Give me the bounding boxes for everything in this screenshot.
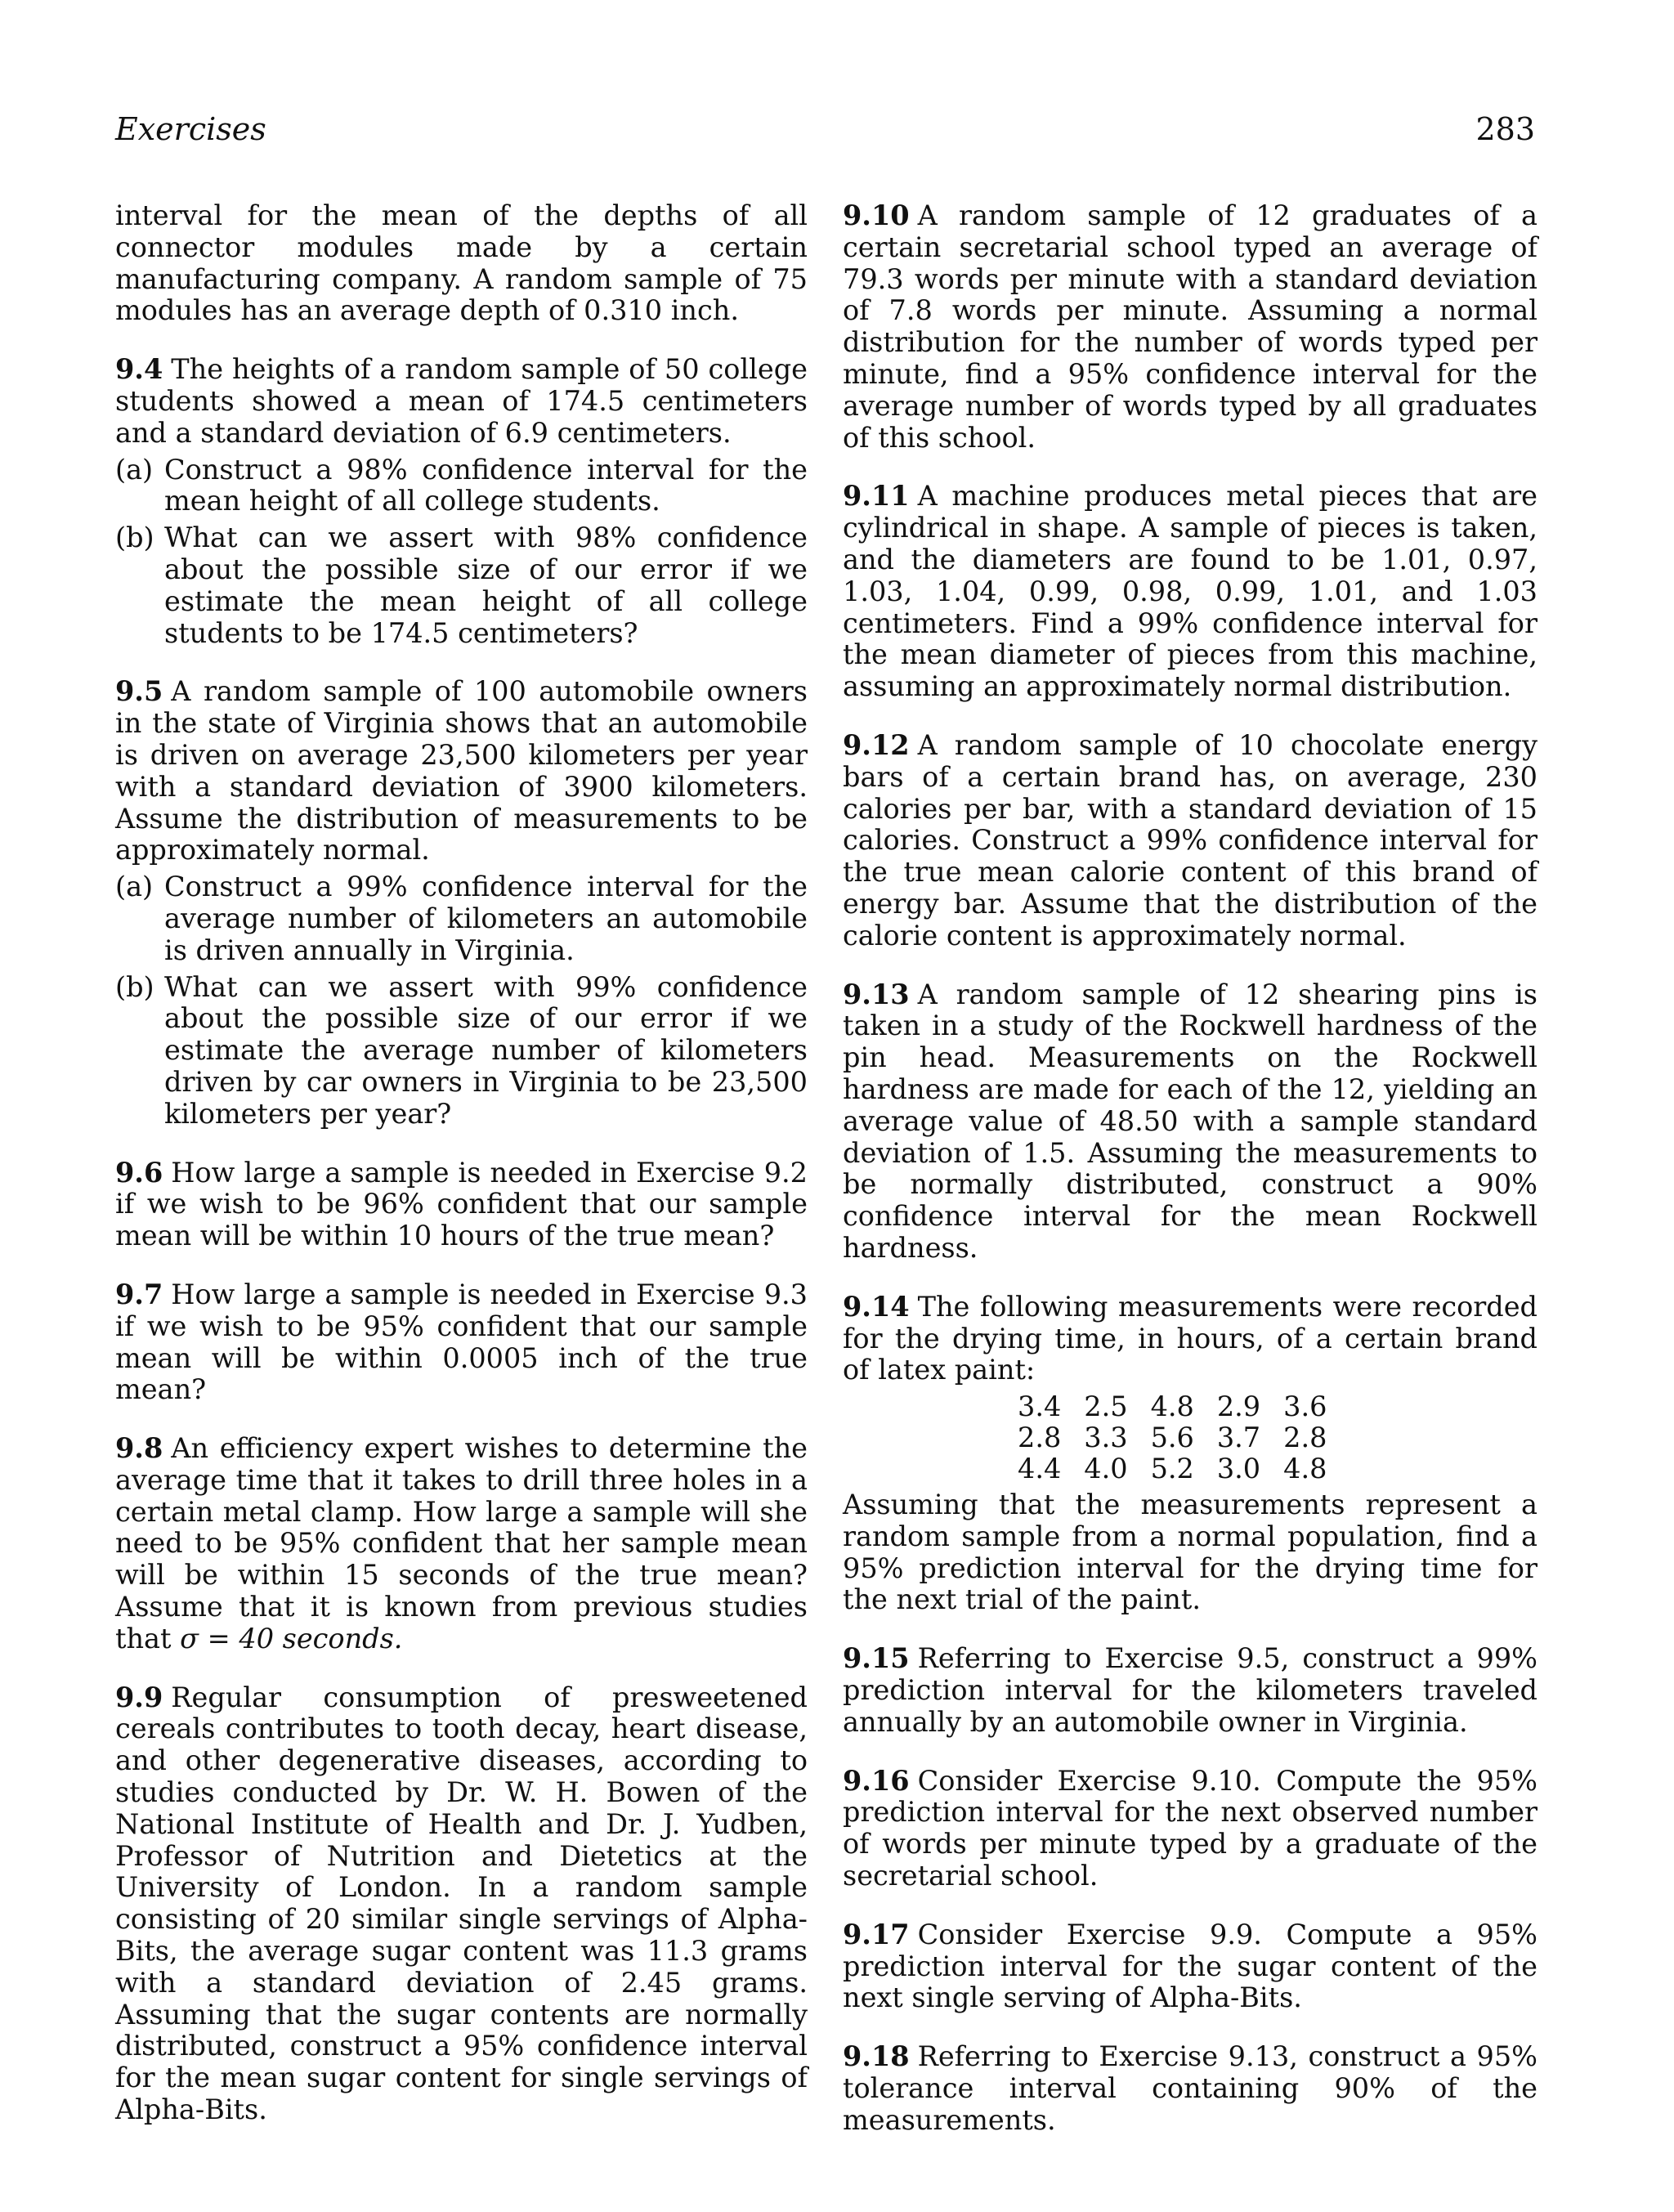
exercise-number: 9.4: [115, 353, 163, 386]
part-label: (a): [115, 871, 154, 903]
exercise-number: 9.5: [115, 675, 163, 708]
part-text: Construct a 99% confidence interval for the average number of kilometers an automobile is driven annually in Virginia.: [164, 871, 808, 966]
exercise-text: A random sample of 12 graduates of a certain secretarial school typed an average of 79.3 words per minute with a standard deviation of 7.8 words per minute. Assuming a normal distribution for the number of words typed per minute, find a 95% confidence interval for the average number of words typed by all graduates of this school.: [843, 199, 1537, 454]
exercise-text: How large a sample is needed in Exercise 9.2 if we wish to be 96% confident that our sample mean will be within 10 hours of the true mean?: [115, 1156, 808, 1252]
table-cell: 3.7: [1216, 1422, 1261, 1454]
page-number: 283: [1475, 111, 1535, 147]
exercise-text: How large a sample is needed in Exercise 9.3 if we wish to be 95% confident that our sample mean will be within 0.0005 inch of the true mean?: [115, 1278, 808, 1406]
table-cell: 2.9: [1216, 1390, 1261, 1423]
exercise-9-10: [843, 200, 1537, 454]
exercise-text-after-table: Assuming that the measurements represent a random sample from a normal population, find a 95% prediction interval for the drying time for the next trial of the paint.: [843, 1489, 1537, 1616]
exercise-9-18: [843, 2041, 1537, 2136]
exercise-9-9: [115, 1682, 808, 2126]
table-cell: 3.0: [1216, 1453, 1261, 1485]
exercise-text: The following measurements were recorded for the drying time, in hours, of a certain brand of latex paint:: [843, 1290, 1537, 1386]
part-text: Construct a 98% confidence interval for the mean height of all college students.: [164, 453, 808, 517]
exercise-number: 9.16: [843, 1764, 910, 1797]
table-row: [1006, 1391, 1338, 1422]
table-row: [1006, 1422, 1338, 1453]
exercise-9-11: [843, 481, 1537, 703]
exercise-9-16: [843, 1766, 1537, 1892]
exercise-9-13: [843, 979, 1537, 1265]
exercise-number: 9.10: [843, 199, 910, 231]
table-cell: 3.4: [1018, 1390, 1062, 1423]
exercise-text: Referring to Exercise 9.13, construct a 95% tolerance interval containing 90% of the measurements.: [843, 2040, 1537, 2136]
table-cell: 3.6: [1283, 1390, 1327, 1423]
part-text: What can we assert with 98% confidence about the possible size of our error if we estimate the mean height of all college students to be 174.5 centimeters?: [164, 522, 808, 649]
table-cell: 3.3: [1084, 1422, 1128, 1454]
exercise-text: A random sample of 10 chocolate energy bars of a certain brand has, on average, 230 calories per bar, with a standard deviation of 15 calories. Construct a 99% confidence interval for the true mean calorie content of this brand of energy bar. Assume that the distribution of the calorie content is approximately normal.: [843, 728, 1537, 952]
table-cell: 5.6: [1150, 1422, 1194, 1454]
exercise-number: 9.12: [843, 728, 910, 761]
exercise-9-5: [115, 676, 808, 1130]
table-cell: 4.0: [1084, 1453, 1128, 1485]
exercise-9-15: [843, 1643, 1537, 1738]
exercise-9-17: [843, 1919, 1537, 2014]
exercise-number: 9.14: [843, 1290, 910, 1323]
table-cell: 2.5: [1084, 1390, 1128, 1423]
table-cell: 2.8: [1018, 1422, 1062, 1454]
part-text: What can we assert with 99% confidence about the possible size of our error if we estimate the average number of kilometers driven by car owners in Virginia to be 23,500 kilometers per year?: [164, 970, 808, 1130]
part-label: (a): [115, 453, 154, 486]
exercise-part-a: [115, 871, 808, 966]
exercise-number: 9.8: [115, 1432, 163, 1465]
table-cell: 4.4: [1018, 1453, 1062, 1485]
table-cell: 4.8: [1150, 1390, 1194, 1423]
page-header: [115, 105, 1535, 154]
exercise-9-8: [115, 1433, 808, 1655]
left-column: [115, 200, 808, 2153]
part-label: (b): [115, 522, 154, 554]
exercise-text: Consider Exercise 9.9. Compute a 95% prediction interval for the sugar content of the next single serving of Alpha-Bits.: [843, 1918, 1537, 2014]
exercise-text: Regular consumption of presweetened cereals contributes to tooth decay, heart disease, and other degenerative diseases, according to studies conducted by Dr. W. H. Bowen of the National Institute of Health and Dr. J. Yudben, Professor of Nutrition and Dietetics at the University of London. In a random sample consisting of 20 similar single servings of Alpha-Bits, the average sugar content was 11.3 grams with a standard deviation of 2.45 grams. Assuming that the sugar contents are normally distributed, construct a 95% confidence interval for the mean sugar content for single servings of Alpha-Bits.: [115, 1681, 808, 2126]
right-column: [843, 200, 1537, 2164]
exercise-text: A random sample of 100 automobile owners in the state of Virginia shows that an automobile is driven on average 23,500 kilometers per year with a standard deviation of 3900 kilometers. Assume the distribution of measurements to be approximately normal.: [115, 675, 808, 866]
table-cell: 4.8: [1283, 1453, 1327, 1485]
exercise-text: Consider Exercise 9.10. Compute the 95% prediction interval for the next observed number of words per minute typed by a graduate of the secretarial school.: [843, 1764, 1537, 1892]
exercise-part-b: [115, 972, 808, 1131]
table-row: [1006, 1453, 1338, 1484]
exercise-number: 9.6: [115, 1156, 163, 1189]
exercise-text: The heights of a random sample of 50 college students showed a mean of 174.5 centimeters and a standard deviation of 6.9 centimeters.: [115, 353, 808, 449]
exercise-part-a: [115, 454, 808, 518]
exercise-9-6: [115, 1157, 808, 1252]
exercise-9-14: [843, 1292, 1537, 1617]
exercise-text: interval for the mean of the depths of all connector modules made by a certain manufacturing company. A random sample of 75 modules has an average depth of 0.310 inch.: [115, 199, 808, 327]
exercise-continuation: [115, 200, 808, 327]
drying-time-table: [1006, 1391, 1338, 1484]
table-cell: 5.2: [1150, 1453, 1194, 1485]
exercise-text: A machine produces metal pieces that are cylindrical in shape. A sample of pieces is taken, and the diameters are found to be 1.01, 0.97, 1.03, 1.04, 0.99, 0.98, 0.99, 1.01, and 1.03 centimeters. Find a 99% confidence interval for the mean diameter of pieces from this machine, assuming an approximately normal distribution.: [843, 480, 1537, 703]
exercise-text: An efficiency expert wishes to determine the average time that it takes to drill three holes in a certain metal clamp. How large a sample will she need to be 95% confident that her sample mean will be within 15 seconds of the true mean? Assume that it is known from previous studies that: [115, 1432, 808, 1655]
exercise-text: A random sample of 12 shearing pins is taken in a study of the Rockwell hardness of the pin head. Measurements on the Rockwell hardness are made for each of the 12, yielding an average value of 48.50 with a sample standard deviation of 1.5. Assuming the measurements to be normally distributed, construct a 90% confidence interval for the mean Rockwell hardness.: [843, 978, 1537, 1264]
exercise-9-12: [843, 730, 1537, 952]
exercise-number: 9.7: [115, 1278, 163, 1310]
exercise-text: Referring to Exercise 9.5, construct a 99% prediction interval for the kilometers traveled annually by an automobile owner in Virginia.: [843, 1642, 1537, 1738]
exercise-9-4: [115, 354, 808, 649]
part-label: (b): [115, 970, 154, 1003]
exercise-number: 9.17: [843, 1918, 910, 1950]
table-cell: 2.8: [1283, 1422, 1327, 1454]
exercise-number: 9.11: [843, 480, 910, 513]
exercise-9-7: [115, 1279, 808, 1406]
exercise-number: 9.9: [115, 1681, 163, 1713]
exercise-part-b: [115, 522, 808, 649]
exercise-number: 9.13: [843, 978, 910, 1010]
exercise-number: 9.18: [843, 2040, 910, 2073]
sigma-formula: σ = 40 seconds.: [180, 1622, 403, 1655]
exercise-number: 9.15: [843, 1642, 910, 1675]
running-title: Exercises: [115, 111, 266, 147]
